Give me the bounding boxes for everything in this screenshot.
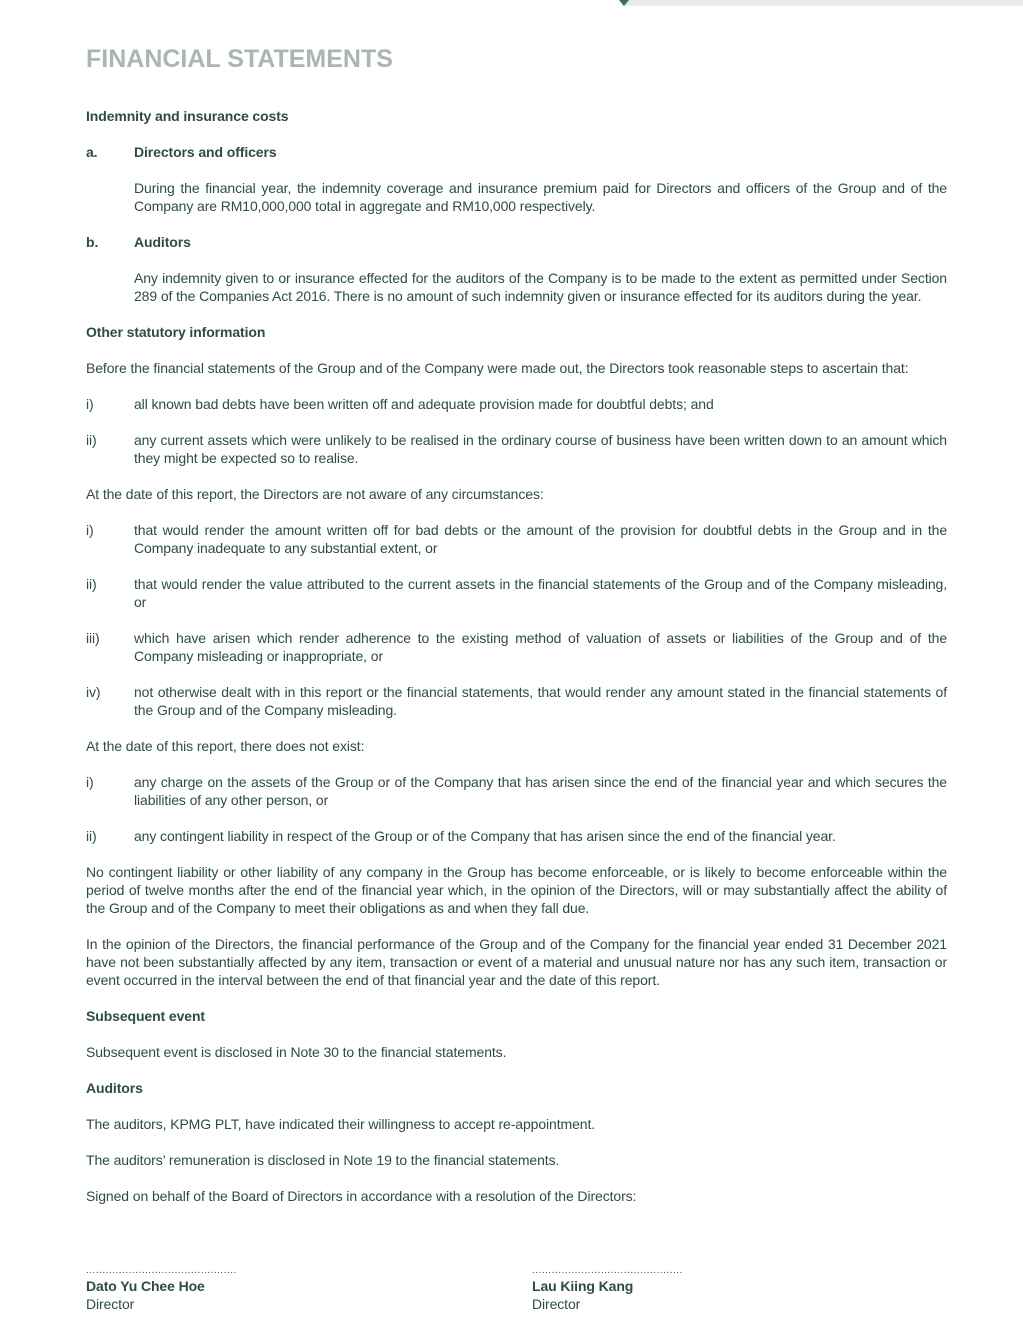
top-decoration-bar xyxy=(622,0,1023,6)
list-item-label: i) xyxy=(86,522,94,538)
list-item xyxy=(86,521,947,557)
list-item xyxy=(86,629,947,665)
signatory-name: Lau Kiing Kang xyxy=(532,1278,634,1294)
indemnity-item-b-text: Any indemnity given to or insurance effected for the auditors of the Company is to be made to the extent as permitted under Section 289 of the Companies Act 2016. There is no amount of such indemnity given or insurance effected for its auditors during the year. xyxy=(134,270,947,304)
item-label: a. xyxy=(86,144,98,160)
list-item xyxy=(86,683,947,719)
list-item-text: any charge on the assets of the Group or of the Company that has arisen since the end of the financial year and which secures the liabilities of any other person, or xyxy=(134,774,947,808)
list-item-label: ii) xyxy=(86,576,97,592)
document-content xyxy=(86,107,947,1223)
section-heading-statutory: Other statutory information xyxy=(86,324,266,340)
list-item-text: that would render the value attributed to the current assets in the financial statements of the Group and of the Company misleading, or xyxy=(134,576,947,610)
signatory-name: Dato Yu Chee Hoe xyxy=(86,1278,205,1294)
page-title: FINANCIAL STATEMENTS xyxy=(86,45,393,73)
indemnity-item-a-heading xyxy=(86,143,947,161)
list-item-text: any contingent liability in respect of the Group or of the Company that has arisen since the end of the financial year. xyxy=(134,828,836,844)
signatory-role: Director xyxy=(532,1296,581,1312)
item-title: Directors and officers xyxy=(134,144,277,160)
contingent-liability-paragraph: No contingent liability or other liability of any company in the Group has become enforceable, or is likely to become enforceable within the period of twelve months after the end of the financial year which, in the opinion of the Directors, will or may substantially affect the ability of the Group and of the Company to meet their obligations as and when they fall due. xyxy=(86,864,947,916)
section-heading-auditors: Auditors xyxy=(86,1080,143,1096)
item-title: Auditors xyxy=(134,234,191,250)
list-item-text: which have arisen which render adherence to the existing method of valuation of assets or liabilities of the Group and of the Company misleading or inappropriate, or xyxy=(134,630,947,664)
signature-line: .............................................. xyxy=(532,1265,683,1276)
list-item-label: iii) xyxy=(86,630,100,646)
section-heading-subsequent-event: Subsequent event xyxy=(86,1008,205,1024)
list-item xyxy=(86,431,947,467)
list-item-text: that would render the amount written off for bad debts or the amount of the provision for doubtful debts in the Group and in the Company inadequate to any substantial extent, or xyxy=(134,522,947,556)
list-item-text: all known bad debts have been written off and adequate provision made for doubtful debts; and xyxy=(134,396,714,412)
signature-line: .............................................. xyxy=(86,1265,237,1276)
signature-block-1 xyxy=(86,1265,237,1313)
section-heading-indemnity: Indemnity and insurance costs xyxy=(86,108,289,124)
indemnity-item-b-heading xyxy=(86,233,947,251)
signature-block-2 xyxy=(532,1265,683,1313)
list-item-label: i) xyxy=(86,774,94,790)
auditors-appointment-text: The auditors, KPMG PLT, have indicated their willingness to accept re-appointment. xyxy=(86,1116,596,1132)
statutory-intro-1: Before the financial statements of the Group and of the Company were made out, the Directors took reasonable steps to ascertain that: xyxy=(86,360,909,376)
signoff-text: Signed on behalf of the Board of Directors in accordance with a resolution of the Directors: xyxy=(86,1188,637,1204)
item-label: b. xyxy=(86,234,99,250)
top-notch-marker xyxy=(619,0,629,6)
list-item-text: not otherwise dealt with in this report or the financial statements, that would render any amount stated in the financial statements of the Group and of the Company misleading. xyxy=(134,684,947,718)
list-item xyxy=(86,827,947,845)
auditors-remuneration-text: The auditors’ remuneration is disclosed in Note 19 to the financial statements. xyxy=(86,1152,560,1168)
list-item-label: ii) xyxy=(86,828,97,844)
statutory-intro-3: At the date of this report, there does not exist: xyxy=(86,738,365,754)
list-item-label: i) xyxy=(86,396,94,412)
financial-performance-paragraph: In the opinion of the Directors, the financial performance of the Group and of the Company for the financial year ended 31 December 2021 have not been substantially affected by any item, transaction or event of a material and unusual nature nor has any such item, transaction or event occurred in the interval between the end of that financial year and the date of this report. xyxy=(86,936,947,988)
statutory-intro-2: At the date of this report, the Directors are not aware of any circumstances: xyxy=(86,486,544,502)
signatory-role: Director xyxy=(86,1296,135,1312)
list-item-label: ii) xyxy=(86,432,97,448)
list-item xyxy=(86,395,947,413)
list-item-label: iv) xyxy=(86,684,101,700)
list-item xyxy=(86,575,947,611)
list-item xyxy=(86,773,947,809)
subsequent-event-text: Subsequent event is disclosed in Note 30 to the financial statements. xyxy=(86,1044,507,1060)
list-item-text: any current assets which were unlikely to be realised in the ordinary course of business have been written down to an amount which they might be expected so to realise. xyxy=(134,432,947,466)
indemnity-item-a-text: During the financial year, the indemnity coverage and insurance premium paid for Directors and officers of the Group and of the Company are RM10,000,000 total in aggregate and RM10,000 respectively. xyxy=(134,180,947,214)
